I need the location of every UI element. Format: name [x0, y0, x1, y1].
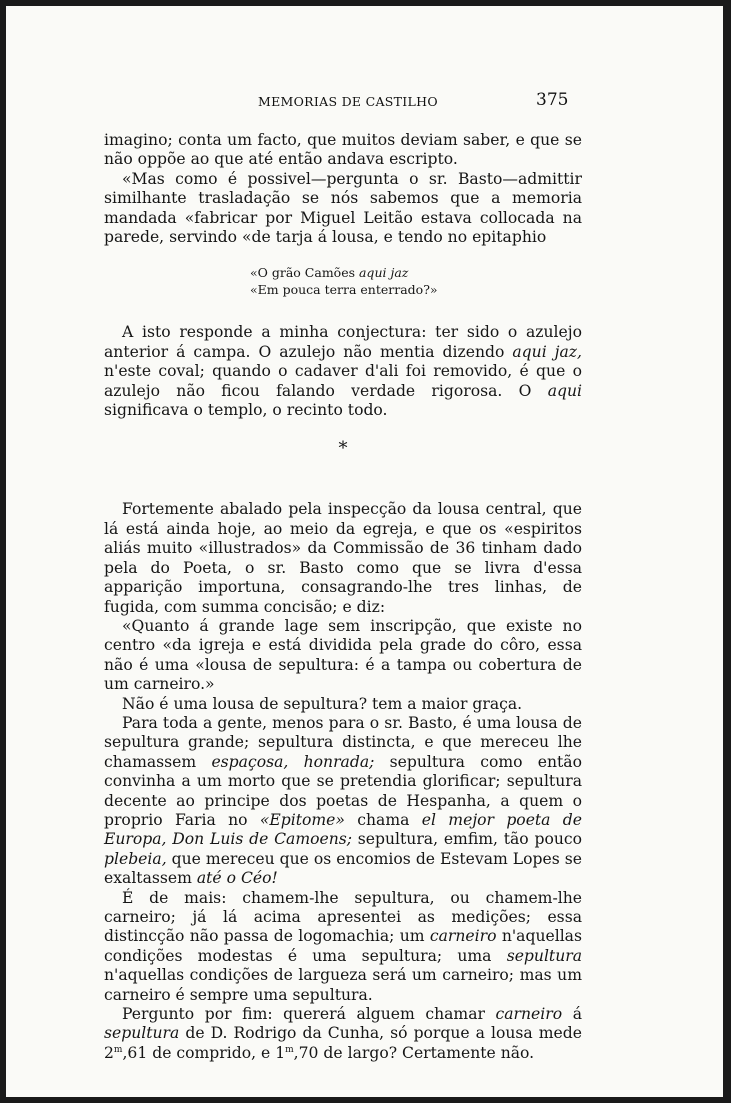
paragraph-6: Não é uma lousa de sepultura? tem a maior graça.: [122, 694, 523, 713]
paragraph-5-quote: «Quanto á grande lage sem inscripção, que existe no centro «da igreja e está dividida pela grade do côro, essa não é uma «lousa de sepultura: é a tampa ou cobertura de um carneiro.»: [104, 616, 582, 694]
paragraph-8: É de mais: chamem-lhe sepultura, ou chamem-lhe carneiro; já lá acima apresentei as medições; essa distincção não passa de logomachia; um carneiro n'aquellas condições modestas é uma sepultura; uma sepultura n'aquellas condições de largueza será um carneiro; mas um carneiro é sempre uma sepultura.: [104, 888, 582, 1004]
running-title: MEMORIAS DE CASTILHO: [258, 94, 438, 109]
paragraph-9: Pergunto por fim: quererá alguem chamar carneiro á sepultura de D. Rodrigo da Cunha, só porque a lousa mede 2$^m$,61 de comprido, e 1$^m$,70 de largo? Certamente não.: [104, 1005, 582, 1062]
paragraph-7: Para toda a gente, menos para o sr. Basto, é uma lousa de sepultura grande; sepultura distincta, e que mereceu lhe chamassem espaçosa, honrada; sepultura como então convinha a um morto que se pretendia glorificar; sepultura decente ao principe dos poetas de Hespanha, a quem o proprio Faria no «Epitome» chama el mejor poeta de Europa, Don Luis de Camoens; sepultura, emfim, tão pouco plebeia, que mereceu que os encomios de Estevam Lopes se exaltassem até o Céo!: [104, 713, 583, 888]
verse-line-1: «O grão Camões aqui jaz: [250, 265, 409, 281]
verse-line-2: «Em pouca terra enterrado?»: [250, 281, 438, 297]
paragraph-2: «Mas como é possivel—pergunta o sr. Basto—admittir similhante trasladação se nós sabemos que a memoria mandada «fabricar por Miguel Leitão estava collocada na parede, servindo «de tarja á lousa, e tendo no epitaphio: [104, 169, 582, 247]
page-header: [6, 90, 723, 114]
epitaph-verse: [250, 265, 582, 298]
page-number: 375: [536, 90, 569, 110]
paragraph-4: Fortemente abalado pela inspecção da lousa central, que lá está ainda hoje, ao meio da egreja, e que os «espiritos aliás muito «illustrados» da Commissão de 36 tinham dado pela do Poeta, o sr. Basto como que se livra d'essa apparição importuna, consagrando-lhe tres linhas, de fugida, com summa concisão; e diz:: [104, 500, 582, 616]
paragraph-3: A isto responde a minha conjectura: ter sido o azulejo anterior á campa. O azulejo não mentia dizendo aqui jaz, n'este coval; quando o cadaver d'ali foi removido, é que o azulejo não ficou falando verdade rigorosa. O aqui significava o templo, o recinto todo.: [104, 323, 582, 420]
page: [6, 6, 723, 1097]
paragraph-1: imagino; conta um facto, que muitos deviam saber, e que se não oppõe ao que até então andava escripto.: [104, 131, 582, 169]
body-text: [104, 131, 582, 1063]
section-separator: *: [338, 438, 348, 460]
